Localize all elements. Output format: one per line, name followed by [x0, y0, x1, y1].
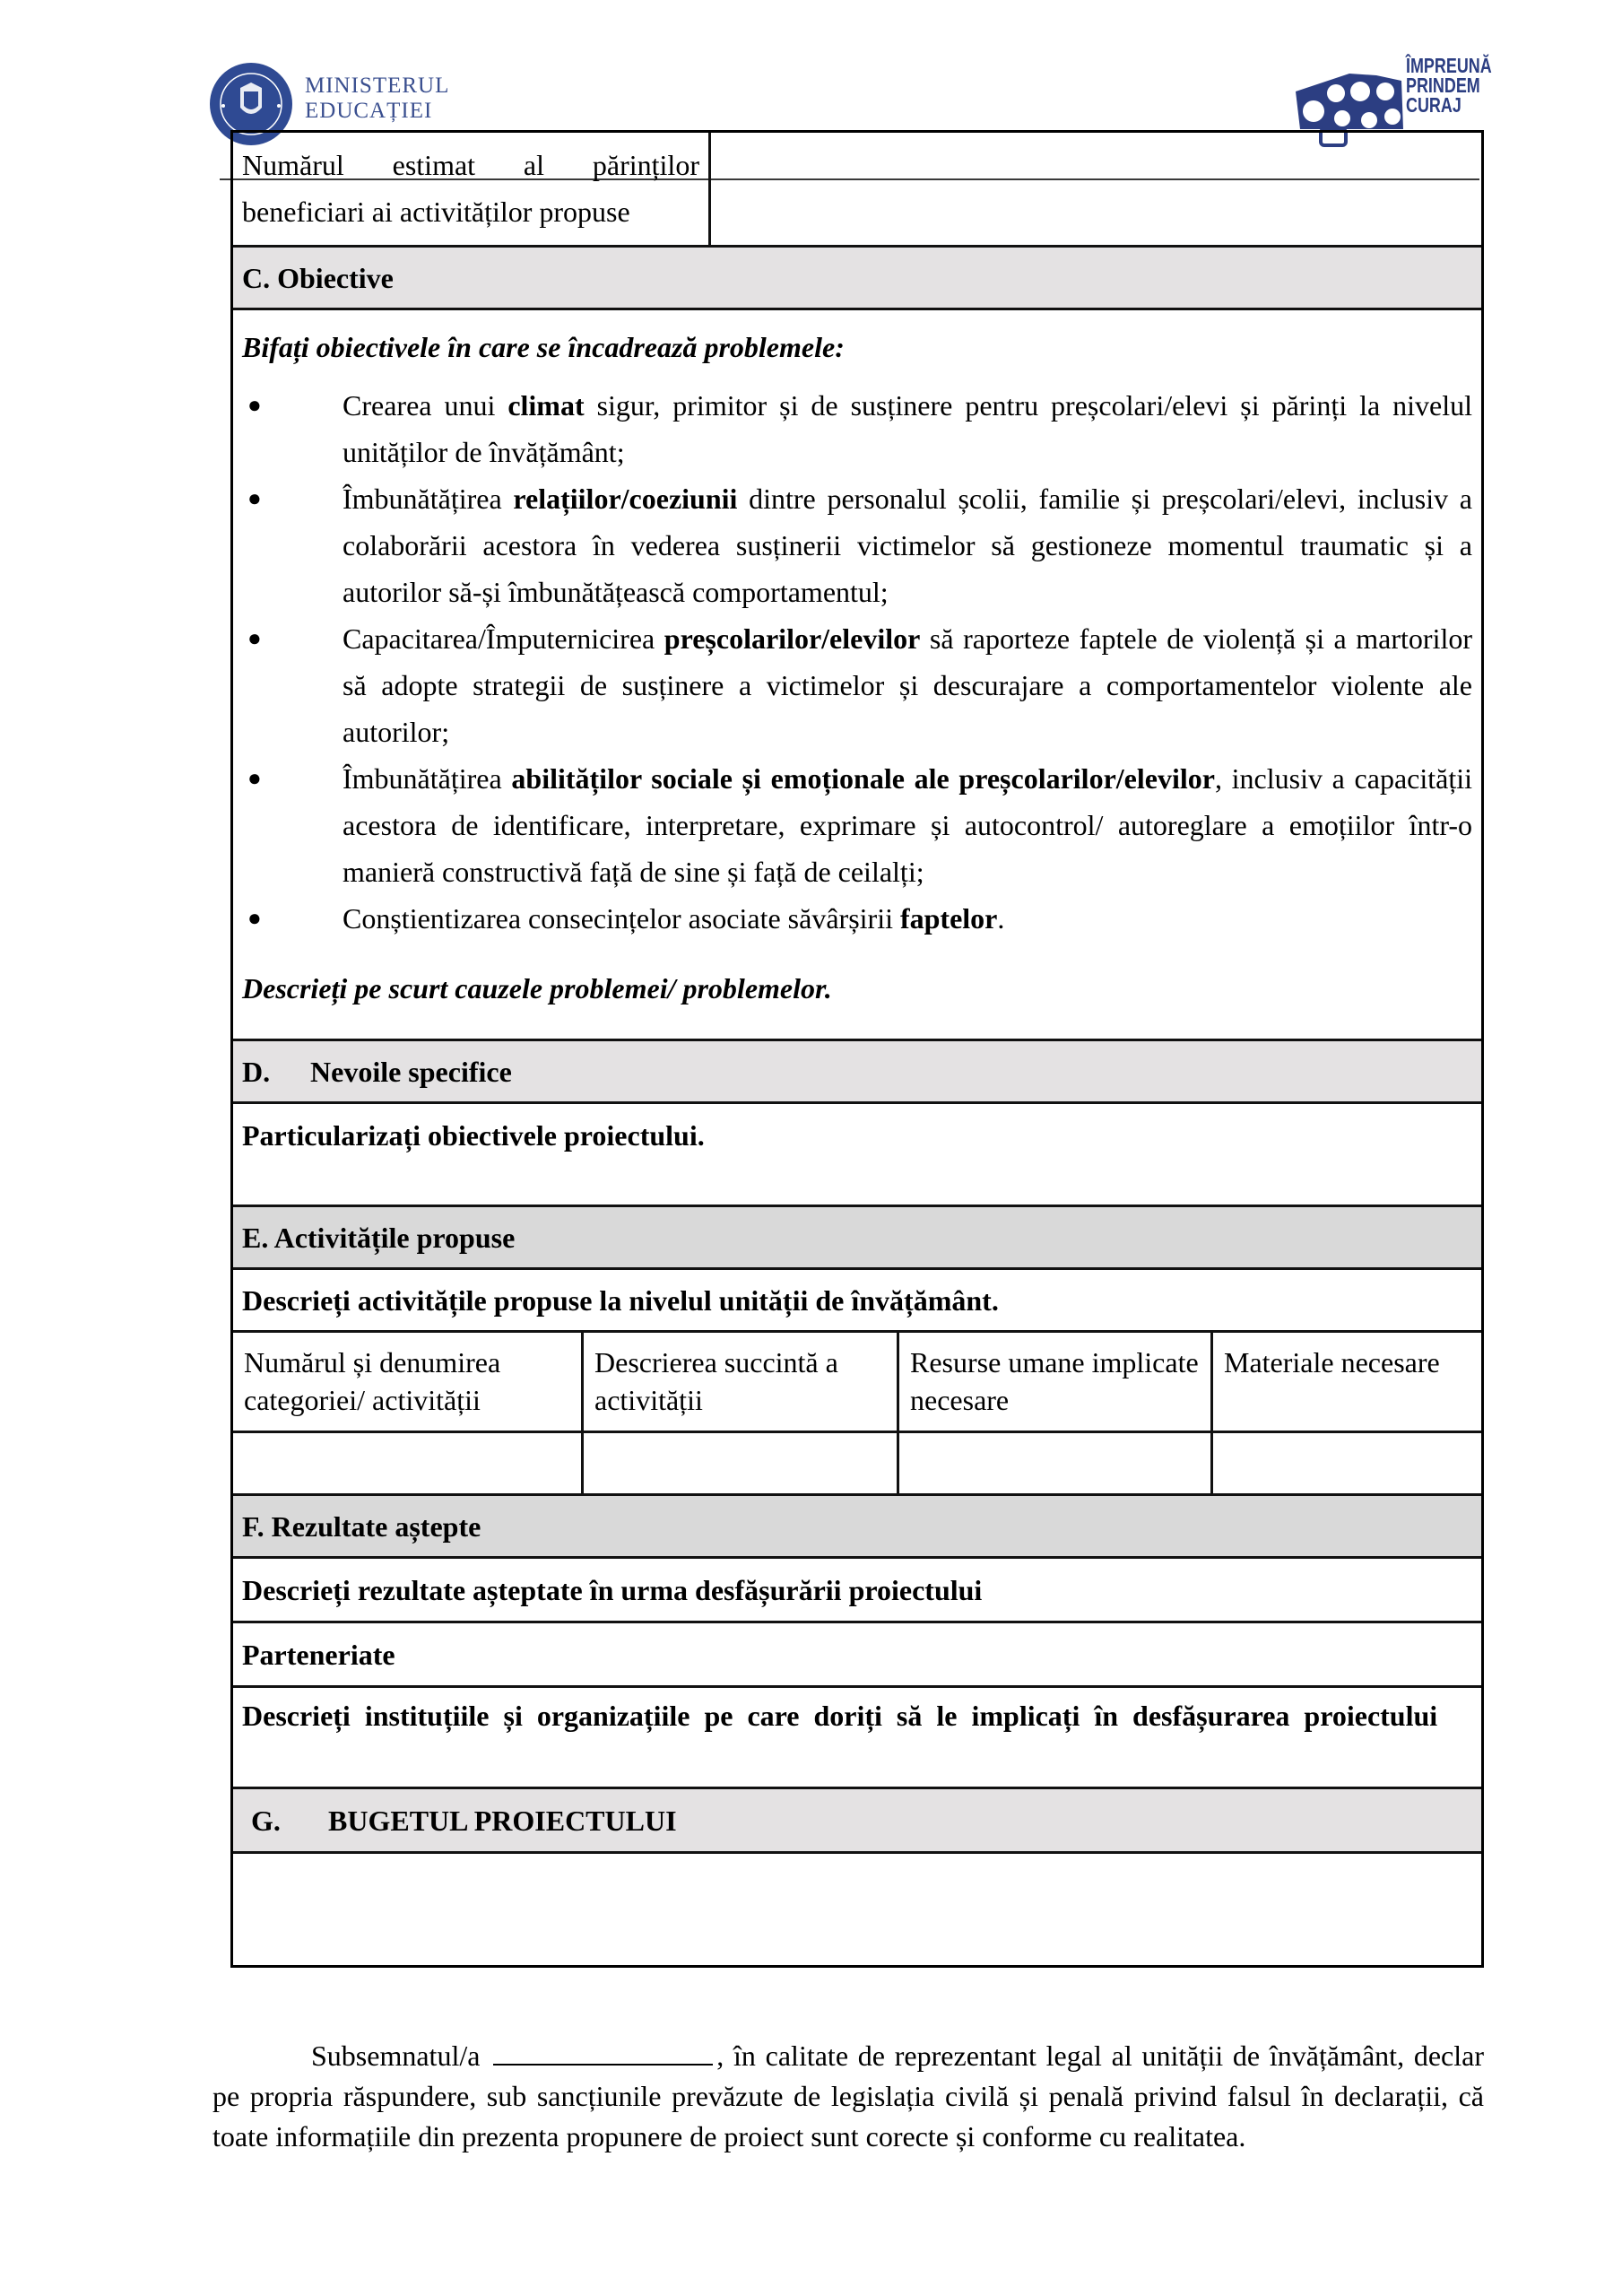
bullet-icon: ● [247, 625, 262, 651]
bullet-icon: ● [247, 392, 262, 418]
objective-emphasis: faptelor [899, 902, 998, 935]
objective-text: Capacitarea/Împuternicirea [343, 622, 664, 655]
partnerships-label: Parteneriate [242, 1638, 395, 1671]
objective-text: Îmbunătățirea [343, 762, 512, 795]
objective-text: . [997, 902, 1005, 935]
partnerships-row [233, 1621, 1481, 1685]
activities-table-header [233, 1330, 1481, 1431]
objectives-instruction: Bifați obiectivele în care se încadrează problemele: [242, 331, 845, 363]
ministry-line-2: EDUCAȚIEI [305, 99, 433, 123]
objectives-cell [233, 308, 1481, 1039]
section-g-title [233, 1802, 686, 1839]
section-e-title: E. Activitățile propuse [242, 1221, 516, 1254]
expected-results-row[interactable] [233, 1556, 1481, 1621]
column-header-human-resources: Resurse umane implicate necesare [899, 1333, 1213, 1431]
objective-item[interactable] [233, 895, 1481, 942]
legal-declaration [213, 2036, 1484, 2157]
specific-needs-cell[interactable] [233, 1101, 1481, 1205]
parents-count-label [233, 133, 711, 245]
activities-prompt: Descrieți activitățile propuse la nivelul unității de învățământ. [242, 1283, 999, 1317]
label-word: părinților [592, 149, 699, 181]
objective-emphasis: relațiilor/coeziunii [513, 483, 738, 515]
signatory-name-field[interactable] [493, 2039, 713, 2066]
objective-text: , inclusiv a capacității acestora de identificare, interpretare, exprimare și autocontrol/ autoreglare a emoțiilor într-o manieră constructivă față de sine și față de ceilalți; [343, 762, 1473, 888]
objective-item[interactable] [233, 615, 1481, 755]
activity-name-cell[interactable] [233, 1433, 584, 1493]
ministry-name [305, 74, 449, 124]
section-f-title: F. Rezultate aștepte [242, 1509, 481, 1543]
column-header-materials: Materiale necesare [1224, 1346, 1440, 1378]
section-e-header [233, 1205, 1481, 1267]
parents-count-label-line-2: beneficiari ai activităților propuse [242, 196, 630, 228]
objective-emphasis: preșcolarilor/elevilor [664, 622, 921, 655]
label-word: Numărul [242, 149, 344, 181]
specific-needs-prompt: Particularizați obiectivele proiectului. [242, 1119, 705, 1152]
parents-count-field[interactable] [711, 133, 1481, 245]
declaration-start: Subsemnatul/a [311, 2039, 481, 2072]
section-g-title-text: BUGETUL PROIECTULUI [328, 1804, 677, 1837]
activities-table-row [233, 1431, 1481, 1493]
declaration-text: , în calitate de reprezentant legal al unității de învățământ, declar pe propria răspundere, sub sancțiunile prevăzute de legislația civilă și penală privind falsul în declarații, că toate informațiile din prezenta propunere de proiect sunt corecte și conforme cu realitatea. [213, 2039, 1485, 2152]
project-form-table [230, 130, 1484, 1968]
slogan-line-1: ÎMPREUNĂ [1406, 54, 1492, 77]
slogan-line-3: CURAJ [1406, 93, 1462, 117]
section-d-letter: D. [242, 1055, 271, 1088]
label-word: al [523, 149, 545, 181]
partners-prompt: Descrieți instituțiile și organizațiile pe care doriți să le implicați în desfășurarea proiectului [242, 1700, 1438, 1732]
section-g-letter: G. [251, 1804, 281, 1837]
human-resources-cell[interactable] [899, 1433, 1213, 1493]
slogan-line-2: PRINDEM [1406, 74, 1480, 97]
objective-item[interactable] [233, 755, 1481, 895]
expected-results-prompt: Descrieți rezultate așteptate în urma desfășurării proiectului [242, 1573, 983, 1606]
bullet-icon: ● [247, 905, 262, 931]
campaign-slogan [1406, 56, 1492, 115]
objective-emphasis: climat [507, 389, 585, 422]
section-g-header [233, 1787, 1481, 1851]
section-c-header [233, 245, 1481, 308]
objectives-list [233, 382, 1481, 942]
objective-text: Crearea unui [343, 389, 508, 422]
column-header-activity-name: Numărul și denumirea categoriei/ activității [233, 1333, 584, 1431]
materials-cell[interactable] [1213, 1433, 1481, 1493]
objective-text: să raporteze faptele de violență și a martorilor să adopte strategii de susținere a victimelor și descurajare a comportamentelor violente ale autorilor; [343, 622, 1473, 748]
partners-description-row[interactable] [233, 1685, 1481, 1787]
section-f-header [233, 1493, 1481, 1556]
column-header-description: Descrierea succintă a activității [584, 1333, 899, 1431]
budget-field[interactable] [233, 1851, 1481, 1965]
label-word: estimat [392, 149, 476, 181]
section-d-title-text: Nevoile specifice [310, 1055, 512, 1088]
objective-item[interactable] [233, 475, 1481, 615]
activity-description-cell[interactable] [584, 1433, 899, 1493]
section-d-header [233, 1039, 1481, 1101]
parents-count-row [233, 133, 1481, 245]
activities-prompt-row [233, 1267, 1481, 1330]
section-c-title: C. Obiective [242, 261, 394, 294]
objective-text: sigur, primitor și de susținere pentru preșcolari/elevi și părinți la nivelul unităților de învățământ; [343, 389, 1473, 468]
objective-text: Conștientizarea consecințelor asociate săvârșirii [343, 902, 900, 935]
ministry-line-1: MINISTERUL [305, 74, 450, 98]
causes-prompt: Descrieți pe scurt cauzele problemei/ problemelor. [242, 972, 832, 1004]
section-d-title [233, 1053, 521, 1091]
bullet-icon: ● [247, 765, 262, 791]
objective-text: dintre personalul școlii, familie și preșcolari/elevi, inclusiv a colaborării acestora în vederea susținerii victimelor să gestioneze momentul traumatic și a autorilor să-și îmbunătățească comportamentul; [343, 483, 1473, 608]
objective-text: Îmbunătățirea [343, 483, 514, 515]
objective-item[interactable] [233, 382, 1481, 475]
objective-emphasis: abilităților sociale și emoționale ale preșcolarilor/elevilor [511, 762, 1215, 795]
bullet-icon: ● [247, 485, 262, 511]
